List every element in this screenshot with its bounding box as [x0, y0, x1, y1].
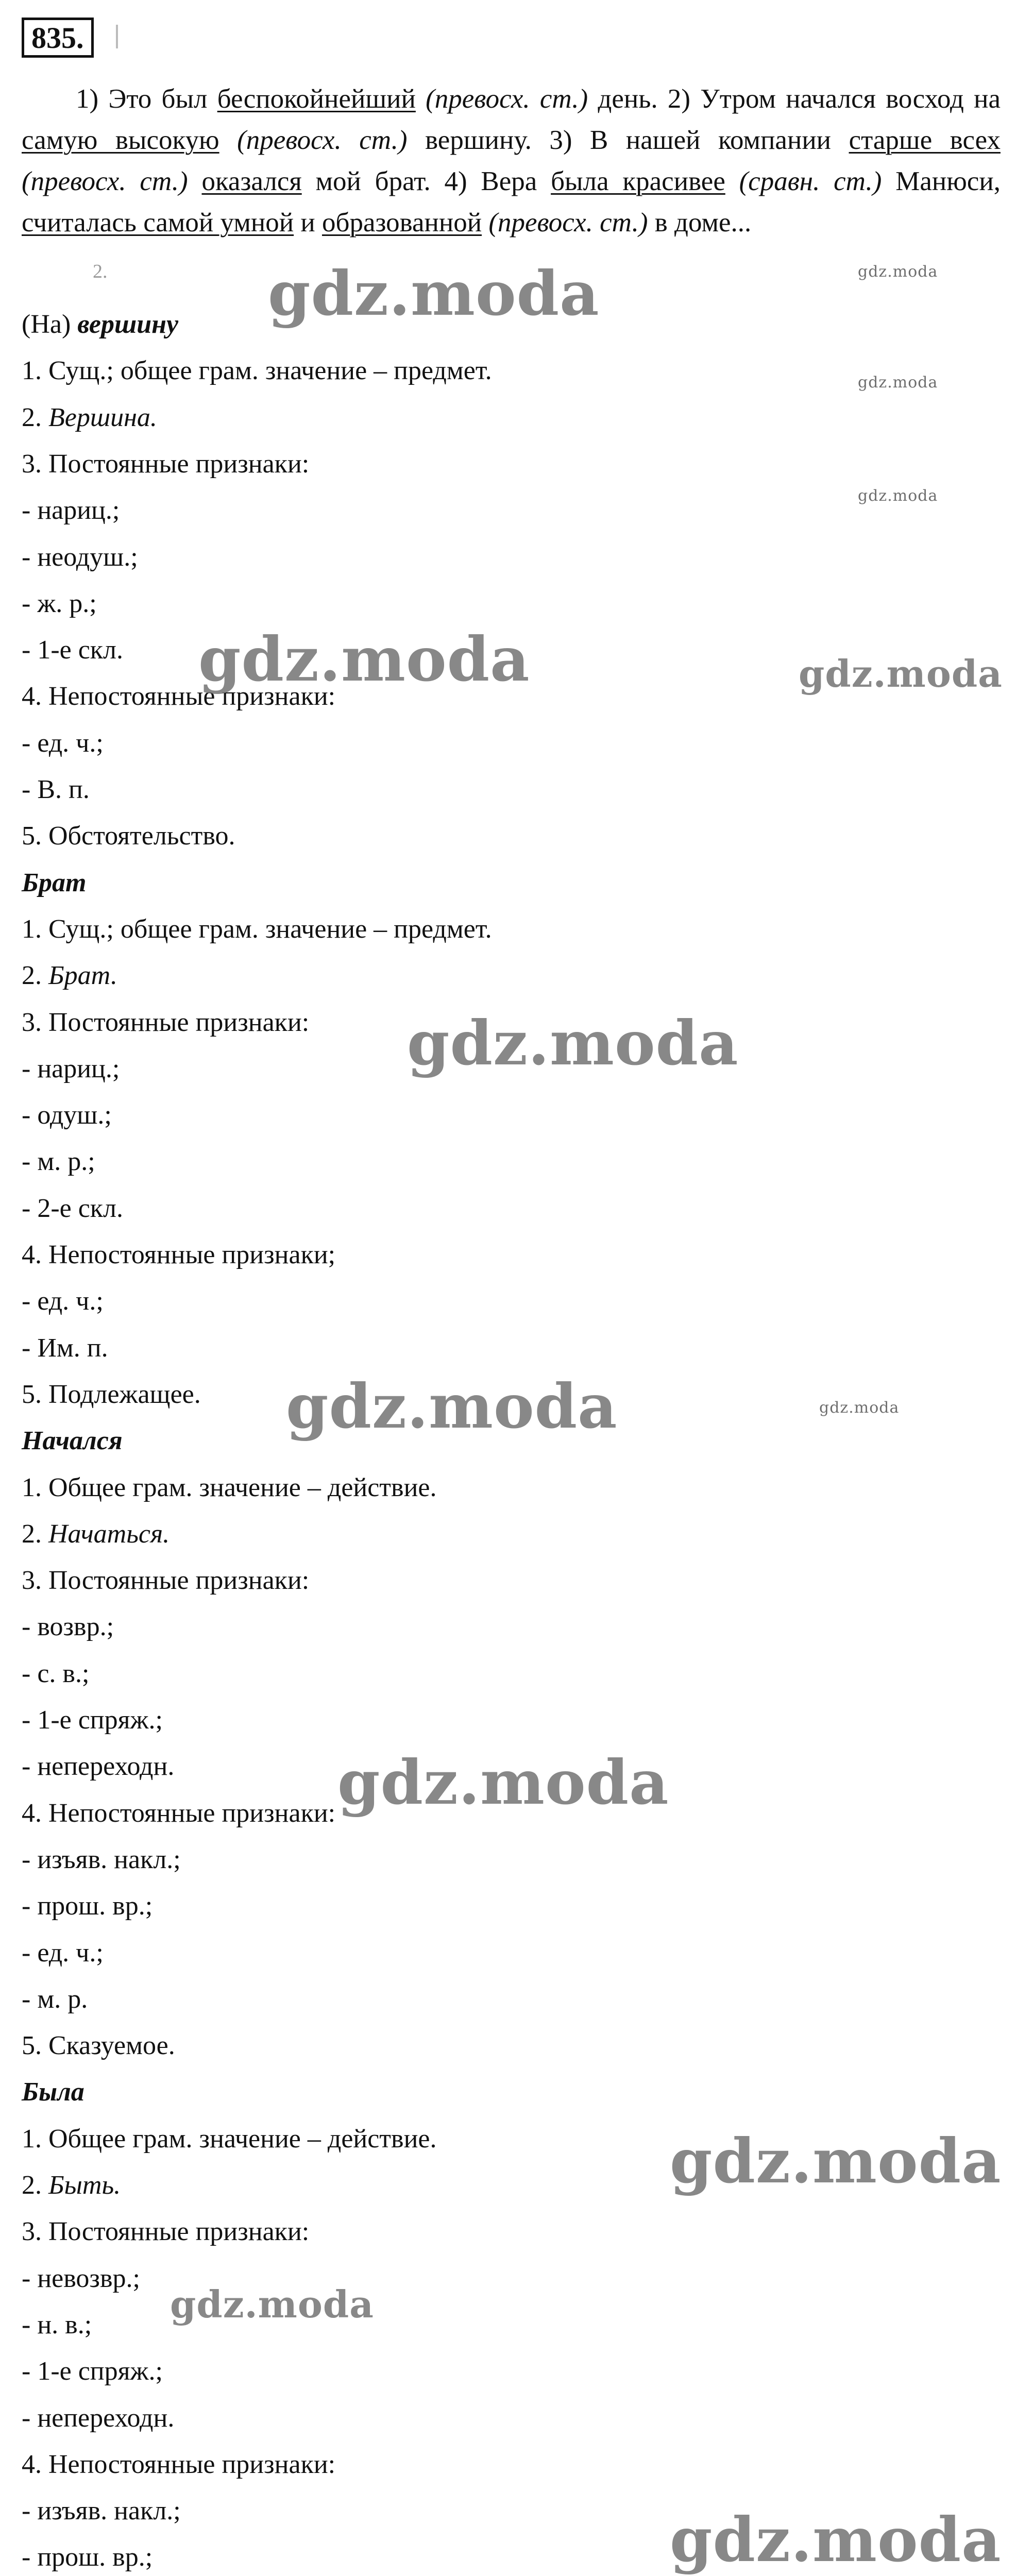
- analysis-line: [22, 1240, 335, 1270]
- analysis-line: [22, 821, 235, 852]
- line-text: 3. Постоянные признаки:: [22, 1007, 310, 1037]
- italic-note: (превосх. ст.): [415, 84, 588, 114]
- line-text: - ед. ч.;: [22, 1938, 104, 1968]
- line-text: Быть.: [48, 2171, 121, 2200]
- line-text: - ед. ч.;: [22, 728, 104, 758]
- section-marker: 2.: [93, 261, 108, 282]
- line-prefix: 2.: [22, 402, 48, 432]
- analysis-line: [22, 774, 90, 805]
- underlined-word: оказался: [201, 166, 302, 196]
- analysis-line: [22, 449, 309, 480]
- line-text: 4. Непостоянные признаки:: [22, 682, 336, 711]
- divider: [116, 25, 118, 48]
- word-heading: [22, 868, 86, 899]
- analysis-line: [22, 2030, 175, 2061]
- line-text: - нариц.;: [22, 496, 120, 526]
- italic-note: (превосх. ст.): [482, 208, 648, 238]
- watermark: gdz.moda: [858, 374, 938, 392]
- analysis-line: [22, 1100, 112, 1131]
- word-heading: [22, 1426, 123, 1456]
- text-run: вершину. 3) В нашей компании: [407, 125, 849, 155]
- analysis-line: [22, 2403, 174, 2434]
- analysis-line: [22, 728, 104, 759]
- line-text: 5. Подлежащее.: [22, 1379, 201, 1409]
- analysis-line: [22, 635, 123, 666]
- watermark: gdz.moda: [858, 263, 938, 281]
- analysis-line: [22, 1054, 120, 1084]
- italic-note: (превосх. ст.): [22, 166, 188, 196]
- exercise-number: 835.: [22, 18, 94, 58]
- analysis-line: [22, 1658, 89, 1689]
- line-text: - Им. п.: [22, 1333, 108, 1363]
- watermark: gdz.moda: [407, 1007, 739, 1079]
- line-text: - непереходн.: [22, 2403, 175, 2433]
- analysis-line: [22, 1705, 163, 1736]
- line-text: - невозвр.;: [22, 2263, 140, 2293]
- analysis-line: [22, 1891, 152, 1922]
- analysis-line: [22, 495, 120, 526]
- line-text: Начаться.: [48, 1519, 170, 1549]
- watermark: gdz.moda: [670, 2125, 1002, 2197]
- text-run: 1) Это был: [76, 84, 217, 114]
- analysis-line: [22, 2124, 437, 2155]
- analysis-line: [22, 1472, 437, 1503]
- analysis-line: [22, 1286, 104, 1317]
- analysis-line: [22, 588, 97, 619]
- line-text: - нариц.;: [22, 1054, 120, 1083]
- line-text: - В. п.: [22, 775, 90, 804]
- text-run: и: [294, 208, 322, 238]
- line-text: - непереходн.: [22, 1752, 175, 1782]
- line-text: - ед. ч.;: [22, 1286, 104, 1316]
- line-prefix: 2.: [22, 2171, 48, 2200]
- analysis-line: [22, 1146, 95, 1177]
- line-text: Вершина.: [48, 402, 157, 432]
- text-run: Манюси,: [882, 166, 1001, 196]
- watermark: gdz.moda: [819, 1399, 900, 1417]
- line-text: - 1-е скл.: [22, 635, 124, 665]
- underlined-word: считалась самой умной: [22, 208, 294, 238]
- analysis-line: [22, 402, 157, 433]
- underlined-word: старше всех: [849, 125, 1001, 155]
- analysis-line: [22, 1333, 108, 1364]
- analysis-line: [22, 1844, 181, 1875]
- watermark: gdz.moda: [198, 623, 530, 695]
- analysis-line: [22, 1565, 309, 1596]
- analysis-line: [22, 960, 117, 991]
- analysis-line: [22, 1612, 114, 1642]
- analysis-line: [22, 1938, 104, 1969]
- analysis-line: [22, 355, 492, 386]
- analysis-line: [22, 2542, 152, 2573]
- analysis-line: [22, 2449, 335, 2480]
- watermark: gdz.moda: [286, 1370, 618, 1442]
- analysis-line: [22, 914, 492, 945]
- text-run: день. 2) Утром начался восход на: [588, 84, 1001, 114]
- analysis-line: [22, 1519, 170, 1550]
- line-text: 5. Обстоятельство.: [22, 821, 235, 851]
- analysis-line: [22, 2496, 181, 2527]
- analysis-line: [22, 1379, 201, 1410]
- analysis-line: [22, 542, 138, 573]
- line-text: - прош. вр.;: [22, 1891, 153, 1921]
- exercise-text: [22, 78, 1001, 243]
- line-text: - с. в.;: [22, 1658, 90, 1688]
- line-text: - возвр.;: [22, 1612, 114, 1642]
- line-prefix: (На): [22, 310, 78, 339]
- line-text: Начался: [22, 1426, 123, 1456]
- analysis-line: [22, 2263, 140, 2294]
- line-text: - 1-е спряж.;: [22, 2357, 163, 2386]
- analysis-line: [22, 2170, 121, 2201]
- line-text: Брат.: [48, 961, 117, 991]
- text-run: в доме...: [648, 208, 752, 238]
- line-text: 3. Постоянные признаки:: [22, 1566, 310, 1596]
- word-heading: [22, 309, 178, 340]
- line-text: 1. Общее грам. значение – действие.: [22, 1472, 437, 1502]
- analysis-line: [22, 1798, 335, 1829]
- analysis-line: [22, 1193, 123, 1224]
- line-text: - неодуш.;: [22, 542, 138, 572]
- italic-note: (превосх. ст.): [219, 125, 408, 155]
- line-text: 1. Сущ.; общее грам. значение – предмет.: [22, 914, 492, 944]
- line-text: - м. р.;: [22, 1147, 95, 1177]
- line-text: - 1-е спряж.;: [22, 1705, 163, 1735]
- analysis-line: [22, 1007, 309, 1038]
- line-text: 3. Постоянные признаки:: [22, 2217, 310, 2247]
- watermark: gdz.moda: [268, 258, 600, 329]
- line-text: 5. Сказуемое.: [22, 2031, 175, 2061]
- line-text: Была: [22, 2077, 84, 2107]
- line-text: 1. Сущ.; общее грам. значение – предмет.: [22, 356, 492, 386]
- line-text: - н. в.;: [22, 2310, 92, 2340]
- watermark: gdz.moda: [858, 487, 938, 505]
- line-text: вершину: [77, 310, 179, 339]
- line-text: 4. Непостоянные признаки:: [22, 1798, 336, 1828]
- underlined-word: беспокойнейший: [217, 84, 416, 114]
- text-run: мой брат. 4) Вера: [301, 166, 551, 196]
- line-prefix: 2.: [22, 961, 48, 991]
- analysis-line: [22, 1984, 88, 2015]
- line-text: - одуш.;: [22, 1100, 112, 1130]
- analysis-line: [22, 2216, 309, 2247]
- analysis-line: [22, 2310, 92, 2341]
- analysis-line: [22, 1751, 174, 1782]
- watermark: gdz.moda: [170, 2282, 374, 2326]
- line-text: - изъяв. накл.;: [22, 2496, 181, 2526]
- text-run: [188, 166, 202, 196]
- watermark: gdz.moda: [799, 652, 1003, 696]
- analysis-line: [22, 2356, 163, 2387]
- line-text: 1. Общее грам. значение – действие.: [22, 2124, 437, 2154]
- line-text: - м. р.: [22, 1984, 88, 2014]
- line-text: - ж. р.;: [22, 588, 97, 618]
- line-text: 3. Постоянные признаки:: [22, 449, 310, 479]
- watermark: gdz.moda: [670, 2504, 1002, 2575]
- underlined-word: самую высокую: [22, 125, 219, 155]
- line-text: - 2-е скл.: [22, 1193, 124, 1223]
- line-text: - изъяв. накл.;: [22, 1844, 181, 1874]
- underlined-word: образованной: [322, 208, 482, 238]
- line-text: 4. Непостоянные признаки;: [22, 1240, 336, 1269]
- line-text: 4. Непостоянные признаки:: [22, 2449, 336, 2479]
- line-text: - прош. вр.;: [22, 2543, 153, 2572]
- italic-note: (сравн. ст.): [725, 166, 882, 196]
- word-heading: [22, 2077, 84, 2108]
- line-text: Брат: [22, 868, 87, 897]
- watermark: gdz.moda: [337, 1747, 669, 1818]
- line-prefix: 2.: [22, 1519, 48, 1549]
- underlined-word: была красивее: [551, 166, 725, 196]
